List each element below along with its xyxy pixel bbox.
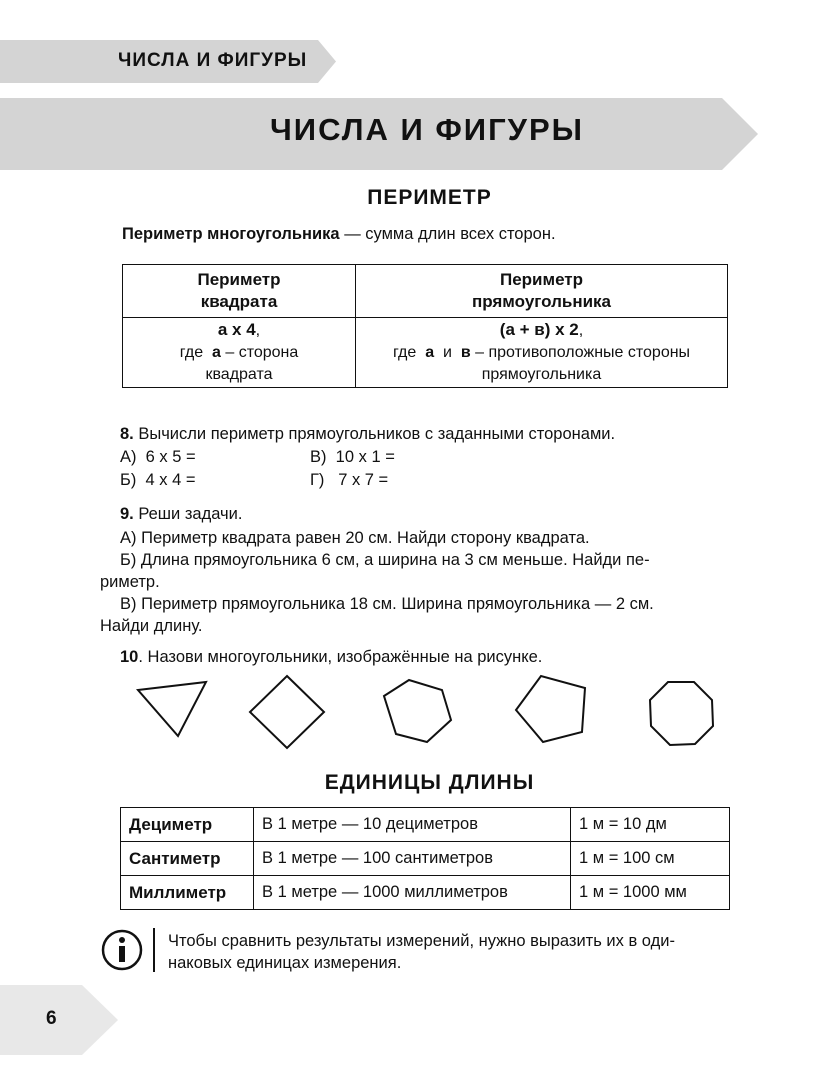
item-label: А) [120, 448, 137, 466]
var-a: а [211, 344, 221, 361]
polygons-figure [120, 670, 730, 760]
page-tab-shape [0, 985, 118, 1055]
triangle-shape [138, 682, 206, 736]
pentagon-shape [516, 676, 585, 742]
desc: прямоугольника [481, 366, 602, 383]
item-label: В) [310, 448, 327, 466]
item-expr: 7 х 7 = [338, 471, 389, 489]
task-statement: Реши задачи. [133, 505, 243, 523]
section-label: ЧИСЛА И ФИГУРЫ [118, 50, 308, 71]
punct: , [578, 322, 584, 339]
header-line: квадрата [200, 292, 278, 311]
item-expr: 4 х 4 = [145, 471, 196, 489]
hexagon-shape [384, 680, 451, 742]
square-shape [250, 676, 324, 748]
square-formula: а х 4 [217, 320, 256, 339]
unit-eq: 1 м = 10 дм [571, 808, 730, 842]
task8-item-c [310, 446, 395, 468]
page-number: 6 [46, 1008, 57, 1029]
task-number: 10 [120, 648, 139, 666]
units-heading: ЕДИНИЦЫ ДЛИНЫ [324, 771, 535, 794]
task8-item-a [120, 446, 196, 468]
task10-text [120, 646, 542, 668]
unit-name: Миллиметр [121, 876, 254, 910]
perimeter-heading: ПЕРИМЕТР [367, 186, 492, 209]
desc: – сторона [225, 344, 299, 361]
punct: , [255, 322, 261, 339]
task-statement: . Назови многоугольники, изображённые на рисунке. [138, 648, 543, 666]
unit-text: В 1 метре — 10 дециметров [254, 808, 571, 842]
square-formula-cell [123, 318, 356, 388]
task9-c: В) Периметр прямоугольника 18 см. Ширина прямоугольника — 2 см. [120, 595, 654, 613]
header-line: прямоугольника [471, 292, 612, 311]
info-icon [100, 928, 144, 972]
perimeter-table [122, 264, 728, 388]
definition-text: — сумма длин всех сторон. [339, 225, 556, 243]
unit-name: Дециметр [121, 808, 254, 842]
table-row [121, 842, 730, 876]
item-expr: 6 х 5 = [145, 448, 196, 466]
rectangle-formula: (а + в) х 2 [499, 320, 579, 339]
units-table [120, 807, 730, 910]
task8-item-b [120, 469, 196, 491]
unit-name: Сантиметр [121, 842, 254, 876]
task9-text [120, 503, 242, 525]
col-square-header [123, 265, 356, 318]
where-text: где [179, 344, 204, 361]
title-banner [0, 98, 758, 170]
info-divider [153, 928, 155, 972]
page-title: ЧИСЛА И ФИГУРЫ [270, 112, 584, 147]
task9-a: А) Периметр квадрата равен 20 см. Найди сторону квадрата. [120, 529, 590, 547]
unit-eq: 1 м = 100 см [571, 842, 730, 876]
item-label: Б) [120, 471, 137, 489]
task-number: 8. [120, 425, 134, 443]
task8-item-d [310, 469, 388, 491]
var-a: а [425, 344, 435, 361]
header-line: Периметр [499, 270, 584, 289]
task9-c-cont: Найди длину. [100, 617, 203, 635]
task9-b: Б) Длина прямоугольника 6 см, а ширина на 3 см меньше. Найди пе- [120, 551, 650, 569]
item-expr: 10 х 1 = [335, 448, 395, 466]
where-text: где [392, 344, 417, 361]
task9-b-cont: риметр. [100, 573, 160, 591]
unit-eq: 1 м = 1000 мм [571, 876, 730, 910]
var-b: в [460, 344, 471, 361]
info-line2: наковых единицах измерения. [168, 954, 402, 972]
task-number: 9. [120, 505, 134, 523]
rectangle-formula-cell [356, 318, 728, 388]
unit-text: В 1 метре — 100 сантиметров [254, 842, 571, 876]
item-label: Г) [310, 471, 325, 489]
table-row [121, 876, 730, 910]
task8-text [120, 423, 615, 445]
table-row [121, 808, 730, 842]
unit-text: В 1 метре — 1000 миллиметров [254, 876, 571, 910]
col-rectangle-header [356, 265, 728, 318]
header-line: Периметр [197, 270, 281, 289]
and-text: и [442, 344, 452, 361]
page-number-tab [0, 985, 118, 1055]
desc: квадрата [205, 366, 273, 383]
definition-term: Периметр многоугольника [122, 225, 340, 243]
octagon-shape [650, 682, 713, 745]
section-banner [0, 40, 336, 83]
info-line1: Чтобы сравнить результаты измерений, нужно выразить их в оди- [168, 932, 675, 950]
perimeter-definition [122, 223, 556, 245]
desc: – противоположные стороны [475, 344, 691, 361]
task-statement: Вычисли периметр прямоугольников с заданными сторонами. [133, 425, 616, 443]
